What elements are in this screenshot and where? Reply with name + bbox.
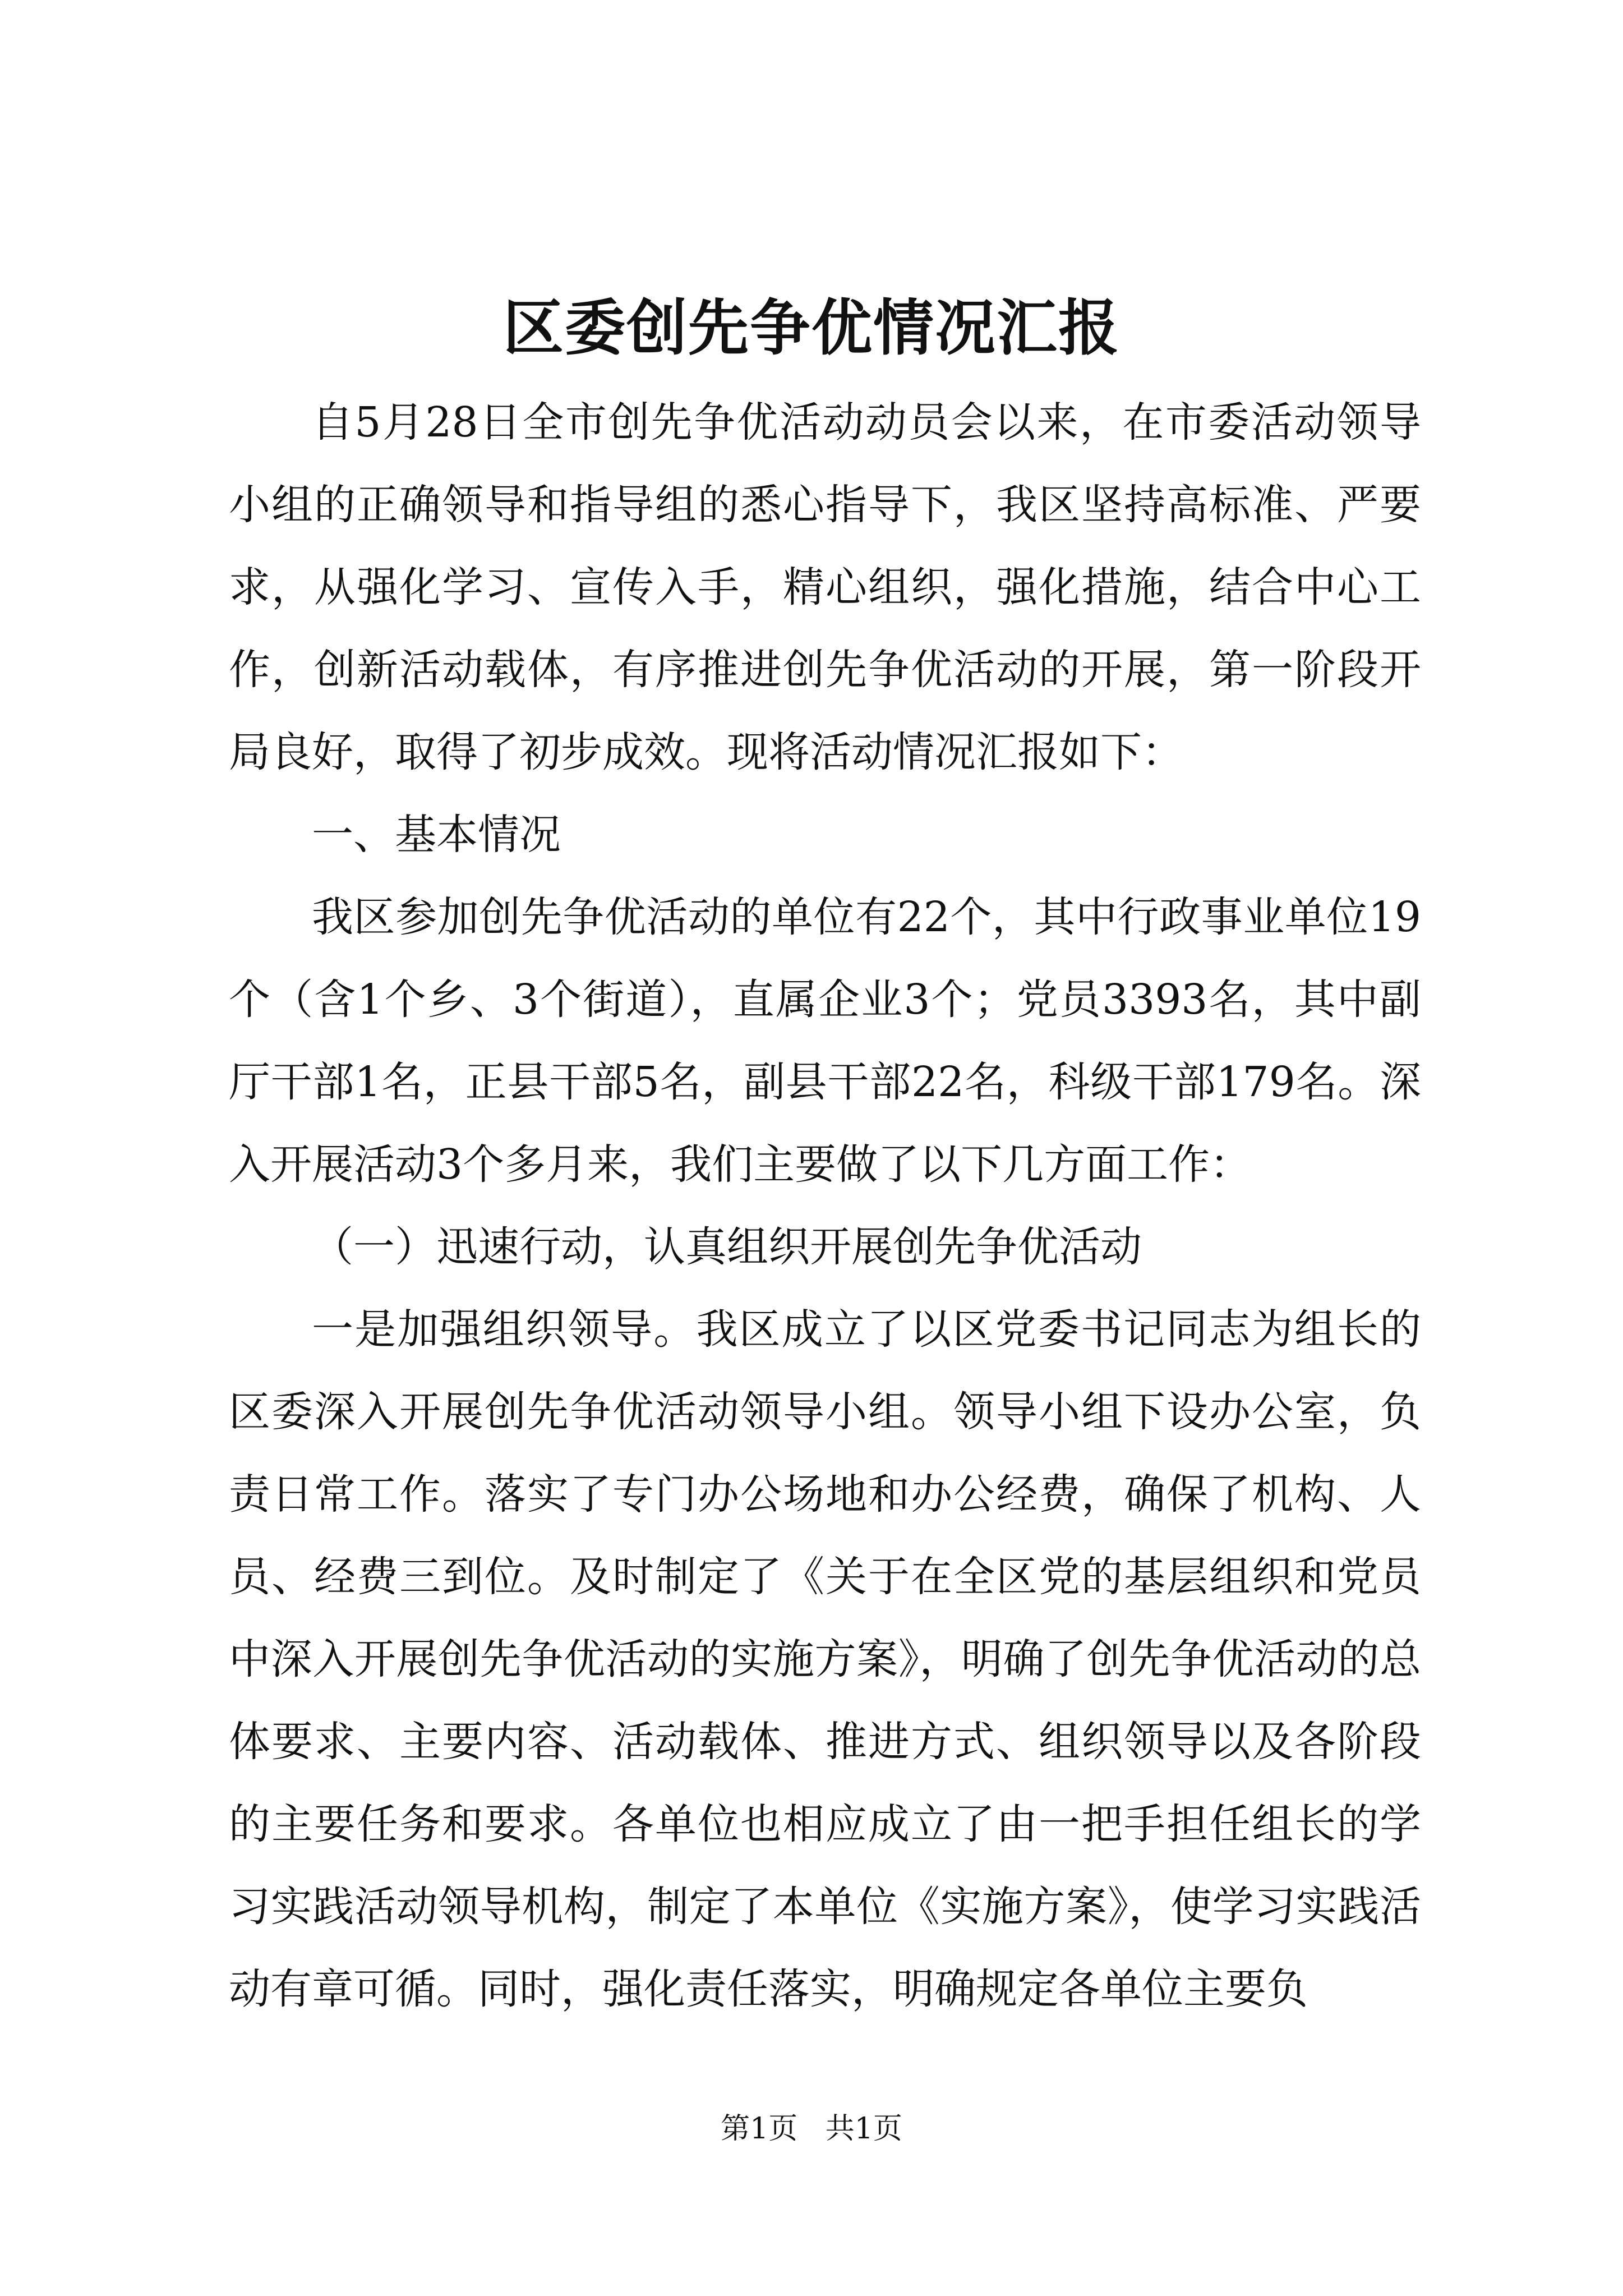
page-footer (0, 2109, 1623, 2148)
section-heading-basic: 一、基本情况 (312, 811, 561, 859)
page-total: 共1页 (825, 2112, 902, 2146)
paragraph-basic-info: 我区参加创先争优活动的单位有22个，其中行政事业单位19个（含1个乡、3个街道），直属企业3个；党员3393名，其中副厅干部1名，正县干部5名，副县干部22名，科级干部179名。深入开展活动3个多月来，我们主要做了以下几方面工作： (229, 893, 1421, 1189)
page-separator (807, 2112, 817, 2146)
document-title: 区委创先争优情况汇报 (502, 293, 1120, 364)
page-number: 第1页 (721, 2112, 798, 2146)
paragraph-intro: 自5月28日全市创先争优活动动员会以来，在市委活动领导小组的正确领导和指导组的悉心指导下，我区坚持高标准、严要求，从强化学习、宣传入手，精心组织，强化措施，结合中心工作，创新活动载体，有序推进创先争优活动的开展，第一阶段开局良好，取得了初步成效。现将活动情况汇报如下： (229, 398, 1421, 776)
document-body (229, 381, 1421, 2031)
subsection-heading-action: （一）迅速行动，认真组织开展创先争优活动 (312, 1223, 1142, 1271)
paragraph-organization: 一是加强组织领导。我区成立了以区党委书记同志为组长的区委深入开展创先争优活动领导小组。领导小组下设办公室，负责日常工作。落实了专门办公场地和办公经费，确保了机构、人员、经费三到位。及时制定了《关于在全区党的基层组织和党员中深入开展创先争优活动的实施方案》，明确了创先争优活动的总体要求、主要内容、活动载体、推进方式、组织领导以及各阶段的主要任务和要求。各单位也相应成立了由一把手担任组长的学习实践活动领导机构，制定了本单位《实施方案》，使学习实践活动有章可循。同时，强化责任落实，明确规定各单位主要负 (229, 1305, 1421, 2013)
